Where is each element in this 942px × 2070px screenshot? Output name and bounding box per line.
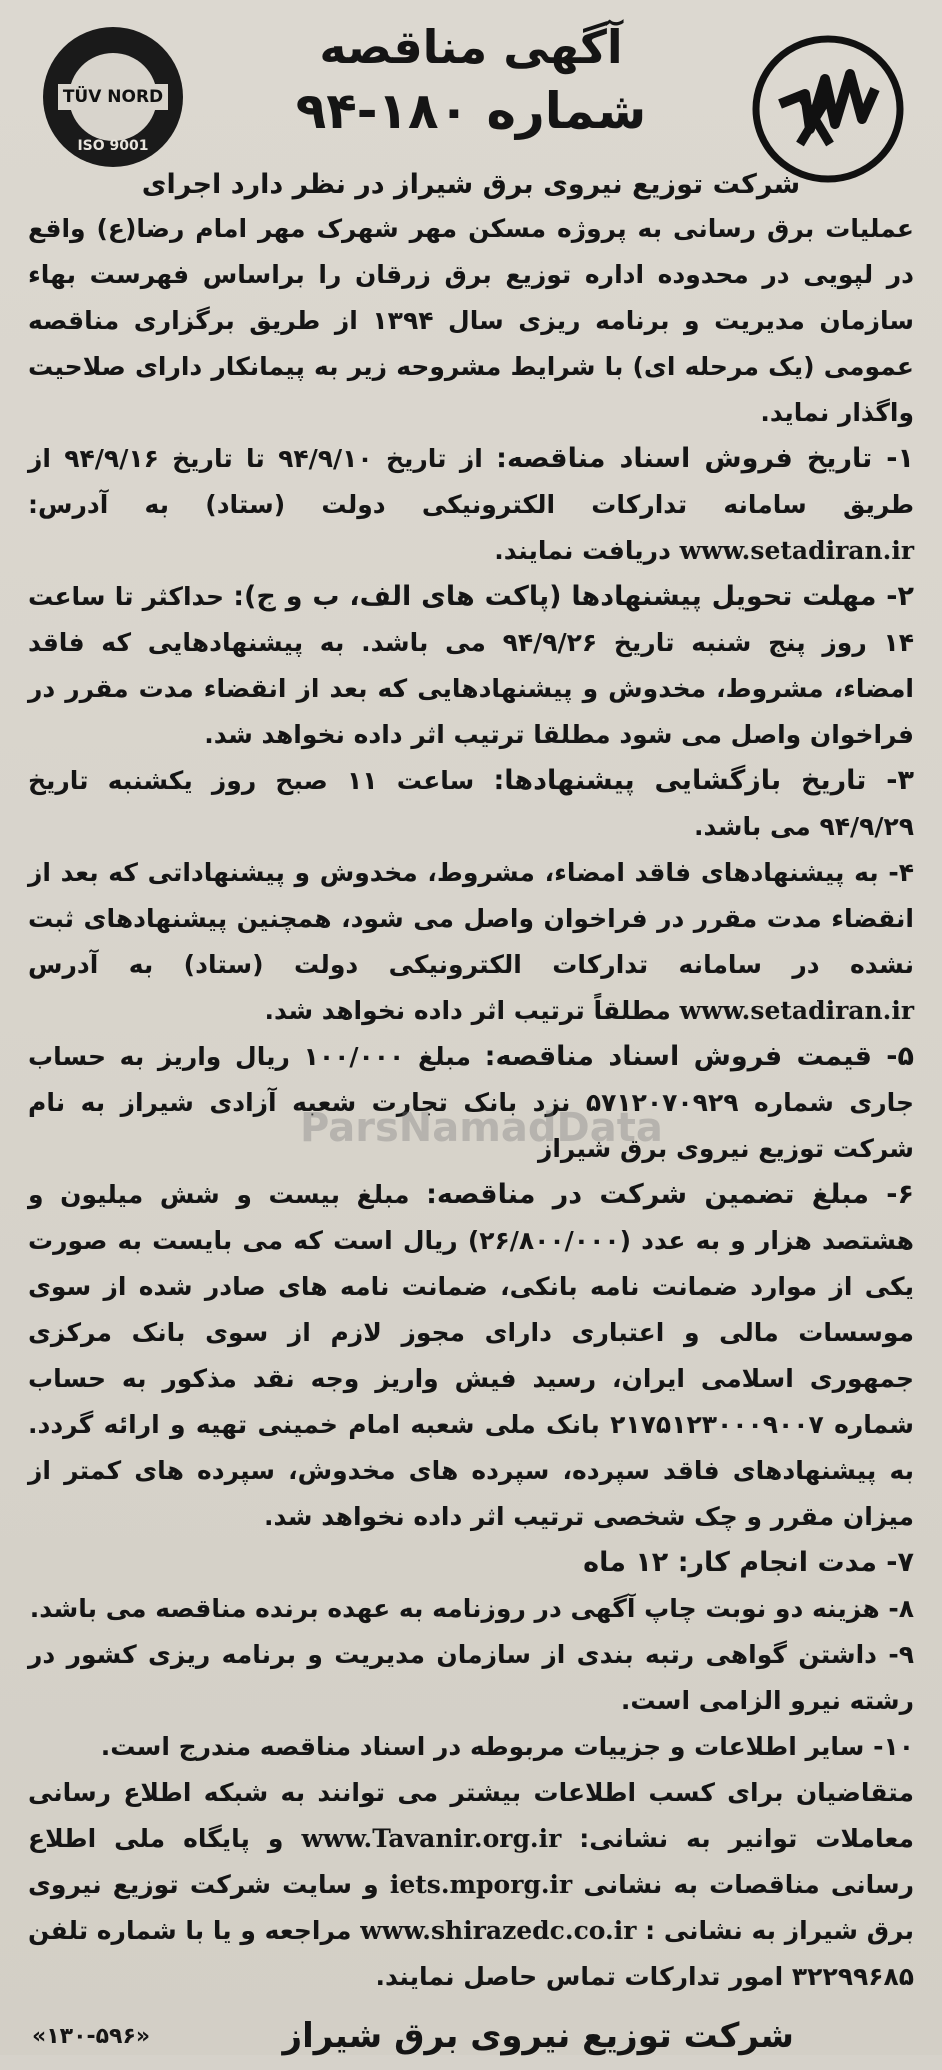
- item-7-text: ۱۲ ماه: [583, 1547, 669, 1578]
- item-4-text: ۴- به پیشنهادهای فاقد امضاء، مشروط، مخدوش و پیشنهاداتی که بعد از انقضاء مدت مقرر در فراخوان واصل می شود، همچنین پیشنهادهای ثبت نشده در سامانه تدارکات الکترونیکی دولت (ستاد) به آدرس: [28, 858, 914, 979]
- item-2-label: ۲- مهلت تحویل پیشنهادها (پاکت های الف، ب و ج):: [233, 581, 914, 612]
- item-2: [28, 574, 914, 758]
- notice-header: [28, 14, 914, 156]
- closing-text-c: و سایت شرکت توزیع نیروی برق شیراز به نشانی :: [28, 1870, 914, 1945]
- item-1: [28, 436, 914, 574]
- item-5-text: مبلغ ۱۰۰/۰۰۰ ریال واریز به حساب جاری شماره ۵۷۱۲۰۷۰۹۲۹ نزد بانک تجارت شعبه آزادی شیراز به نام شرکت توزیع نیروی برق شیراز: [28, 1042, 914, 1163]
- tender-number: شماره ۱۸۰-۹۴: [295, 82, 647, 140]
- tuv-logo-text: TÜV NORD: [62, 87, 164, 107]
- shirazedc-link[interactable]: www.shirazedc.co.ir: [360, 1916, 637, 1945]
- item-4: [28, 850, 914, 1034]
- setadiran-link[interactable]: www.setadiran.ir: [679, 536, 914, 565]
- item-4-text-end: مطلقاً ترتیب اثر داده نخواهد شد.: [264, 996, 671, 1025]
- item-7: [28, 1540, 914, 1586]
- item-1-text: از تاریخ ۹۴/۹/۱۰ تا تاریخ ۹۴/۹/۱۶ از طریق سامانه تدارکات الکترونیکی دولت (ستاد) به آدرس:: [28, 444, 914, 519]
- company-logo-icon: [750, 34, 906, 184]
- item-5: [28, 1034, 914, 1172]
- closing-paragraph: [28, 1770, 914, 2000]
- item-6: [28, 1172, 914, 1540]
- intro-paragraph: عملیات برق رسانی به پروژه مسکن مهر شهرک مهر امام رضا(ع) واقع در لپویی در محدوده اداره توزیع برق زرقان را براساس فهرست بهاء سازمان مدیریت و برنامه ریزی سال ۱۳۹۴ از طریق برگزاری مناقصه عمومی (یک مرحله ای) با شرایط مشروحه زیر به پیمانکار دارای صلاحیت واگذار نماید.: [28, 214, 914, 427]
- tavanir-link[interactable]: www.Tavanir.org.ir: [301, 1824, 562, 1853]
- item-10: ۱۰- سایر اطلاعات و جزییات مربوطه در اسناد مناقصه مندرج است.: [100, 1732, 914, 1761]
- title-block: [198, 16, 744, 144]
- notice-footer: [28, 2010, 914, 2070]
- item-2-text: حداکثر تا ساعت ۱۴ روز پنج شنبه تاریخ ۹۴/۹/۲۶ می باشد. به پیشنهادهایی که فاقد امضاء، مشروط، مخدوش و پیشنهادهایی که بعد از انقضاء مدت مقرر در فراخوان واصل می شود مطلقا ترتیب اثر داده نخواهد شد.: [28, 582, 914, 749]
- subtitle: شرکت توزیع نیروی برق شیراز در نظر دارد اجرای: [141, 169, 801, 200]
- iso-text: ISO 9001: [77, 138, 149, 154]
- item-5-label: ۵- قیمت فروش اسناد مناقصه:: [484, 1041, 914, 1072]
- tuv-nord-logo: [38, 22, 188, 172]
- item-8: ۸- هزینه دو نوبت چاپ آگهی در روزنامه به عهده برنده مناقصه می باشد.: [29, 1594, 914, 1623]
- closing-text-a: متقاضیان برای کسب اطلاعات بیشتر می توانند به شبکه اطلاع رسانی معاملات توانیر به نشانی:: [28, 1778, 914, 1853]
- iets-link[interactable]: iets.mporg.ir: [389, 1870, 573, 1899]
- item-1-text-end: دریافت نمایند.: [494, 536, 671, 565]
- item-3-text: ساعت ۱۱ صبح روز یکشنبه تاریخ ۹۴/۹/۲۹ می باشد.: [28, 766, 914, 841]
- item-9: ۹- داشتن گواهی رتبه بندی از سازمان مدیریت و برنامه ریزی کشور در رشته نیرو الزامی است.: [28, 1640, 914, 1715]
- setadiran-link-2[interactable]: www.setadiran.ir: [679, 996, 914, 1025]
- item-3: [28, 758, 914, 850]
- item-3-label: ۳- تاریخ بازگشایی پیشنهادها:: [493, 765, 914, 796]
- item-6-label: ۶- مبلغ تضمین شرکت در مناقصه:: [426, 1179, 914, 1210]
- footer-company-name: شرکت توزیع نیروی برق شیراز: [282, 2016, 794, 2056]
- closing-text-d: مراجعه و یا با شماره تلفن ۳۲۲۹۹۶۸۵ امور تدارکات تماس حاصل نمایند.: [28, 1916, 914, 1991]
- closing-text-b: و پایگاه ملی اطلاع رسانی مناقصات به نشانی: [28, 1824, 914, 1899]
- watermark: ParsNamadData: [300, 1105, 663, 1151]
- item-7-label: ۷- مدت انجام کار:: [677, 1547, 914, 1578]
- item-6-text: مبلغ بیست و شش میلیون و هشتصد هزار و به عدد (۲۶/۸۰۰/۰۰۰) ریال است که می بایست به صورت یکی از موارد ضمانت نامه بانکی، ضمانت نامه های صادر شده از سوی موسسات مالی و اعتباری دارای مجوز لازم از سوی بانک مرکزی جمهوری اسلامی ایران، رسید فیش واریز وجه نقد مذکور به حساب شماره ۲۱۷۵۱۲۳۰۰۰۹۰۰۷ بانک ملی شعبه امام خمینی تهیه و ارائه گردد. به پیشنهادهای فاقد سپرده، سپرده های مخدوش، سپرده های کمتر از میزان مقرر و چک شخصی ترتیب اثر داده نخواهد شد.: [28, 1180, 915, 1531]
- footer-code: «۱۳۰-۵۹۶»: [32, 2024, 151, 2049]
- item-1-label: ۱- تاریخ فروش اسناد مناقصه:: [496, 443, 914, 474]
- page-title: آگهی مناقصه: [319, 20, 623, 74]
